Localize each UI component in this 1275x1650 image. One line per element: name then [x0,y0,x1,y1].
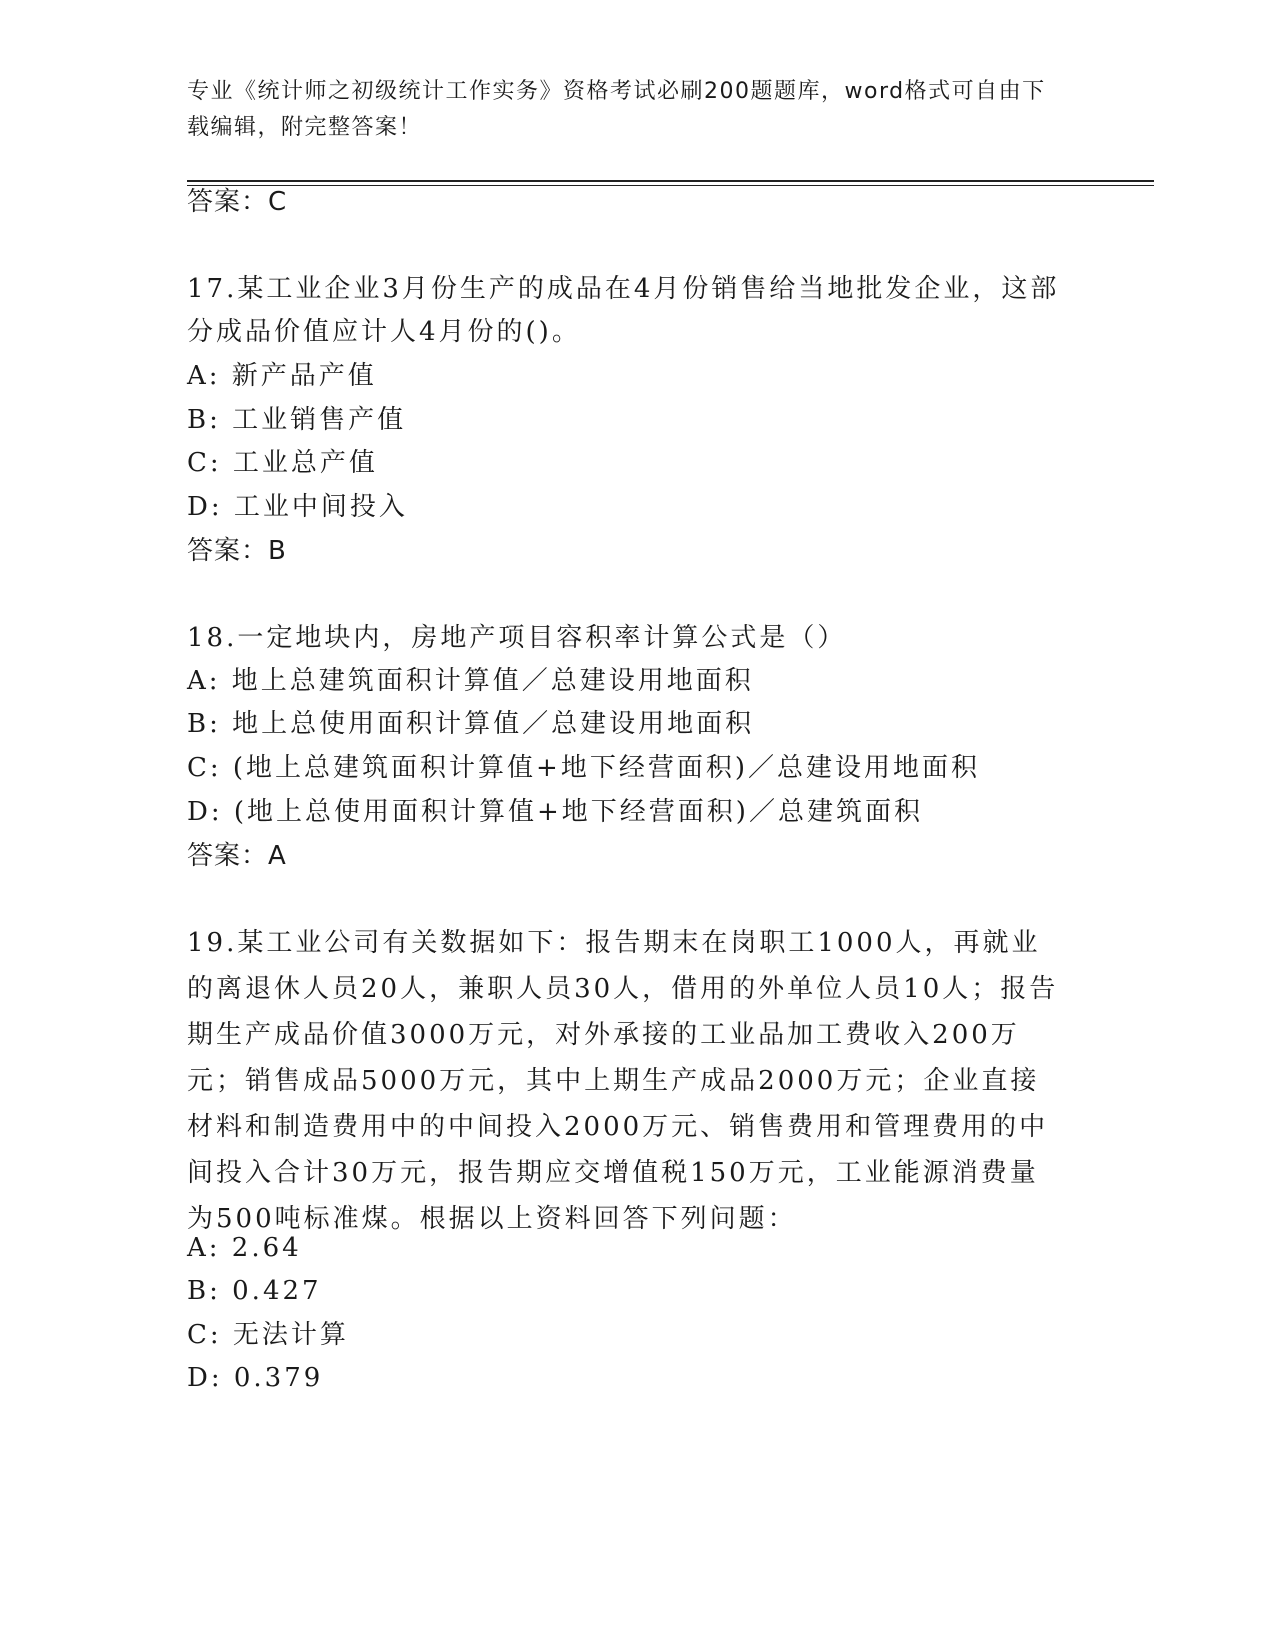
q17-answer: 答案：B [187,536,287,566]
q18-option-d: D: (地上总使用面积计算值+地下经营面积)／总建筑面积 [187,797,923,827]
q17-option-d: D: 工业中间投入 [187,492,408,522]
q18-text: 18.一定地块内，房地产项目容积率计算公式是（） [187,623,847,653]
q17-option-a: A: 新产品产值 [187,361,377,391]
q18-answer: 答案：A [187,841,287,871]
q17-option-b: B: 工业销售产值 [187,405,407,435]
header-divider-thin [187,185,1154,186]
q18-option-a: A: 地上总建筑面积计算值／总建设用地面积 [187,666,754,696]
q19-option-b: B: 0.427 [187,1276,322,1306]
header-divider [187,180,1154,182]
q18-option-b: B: 地上总使用面积计算值／总建设用地面积 [187,709,755,739]
q17-text-line1: 17.某工业企业3月份生产的成品在4月份销售给当地批发企业，这部 [187,274,1060,304]
q17-option-c: C: 工业总产值 [187,448,378,478]
answer-16: 答案：C [187,187,288,217]
q17-text-line2: 分成品价值应计人4月份的()。 [187,317,581,347]
q19-option-a: A: 2.64 [187,1233,302,1263]
document-header: 专业《统计师之初级统计工作实务》资格考试必刷200题题库，word格式可自由下载编辑，附完整答案！ [187,79,1046,140]
q19-option-c: C: 无法计算 [187,1320,349,1350]
q19-option-d: D: 0.379 [187,1363,324,1393]
q19-text: 19.某工业公司有关数据如下：报告期末在岗职工1000人，再就业的离退休人员20人，兼职人员30人，借用的外单位人员10人；报告期生产成品价值3000万元，对外承接的工业品加工费收入200万元；销售成品5000万元，其中上期生产成品2000万元；企业直接材料和制造费用中的中间投入2000万元、销售费用和管理费用的中间投入合计30万元，报告期应交增值税150万元，工业能源消费量为500吨标准煤。根据以上资料回答下列问题： [187,928,1059,1234]
q18-option-c: C: (地上总建筑面积计算值+地下经营面积)／总建设用地面积 [187,753,980,783]
